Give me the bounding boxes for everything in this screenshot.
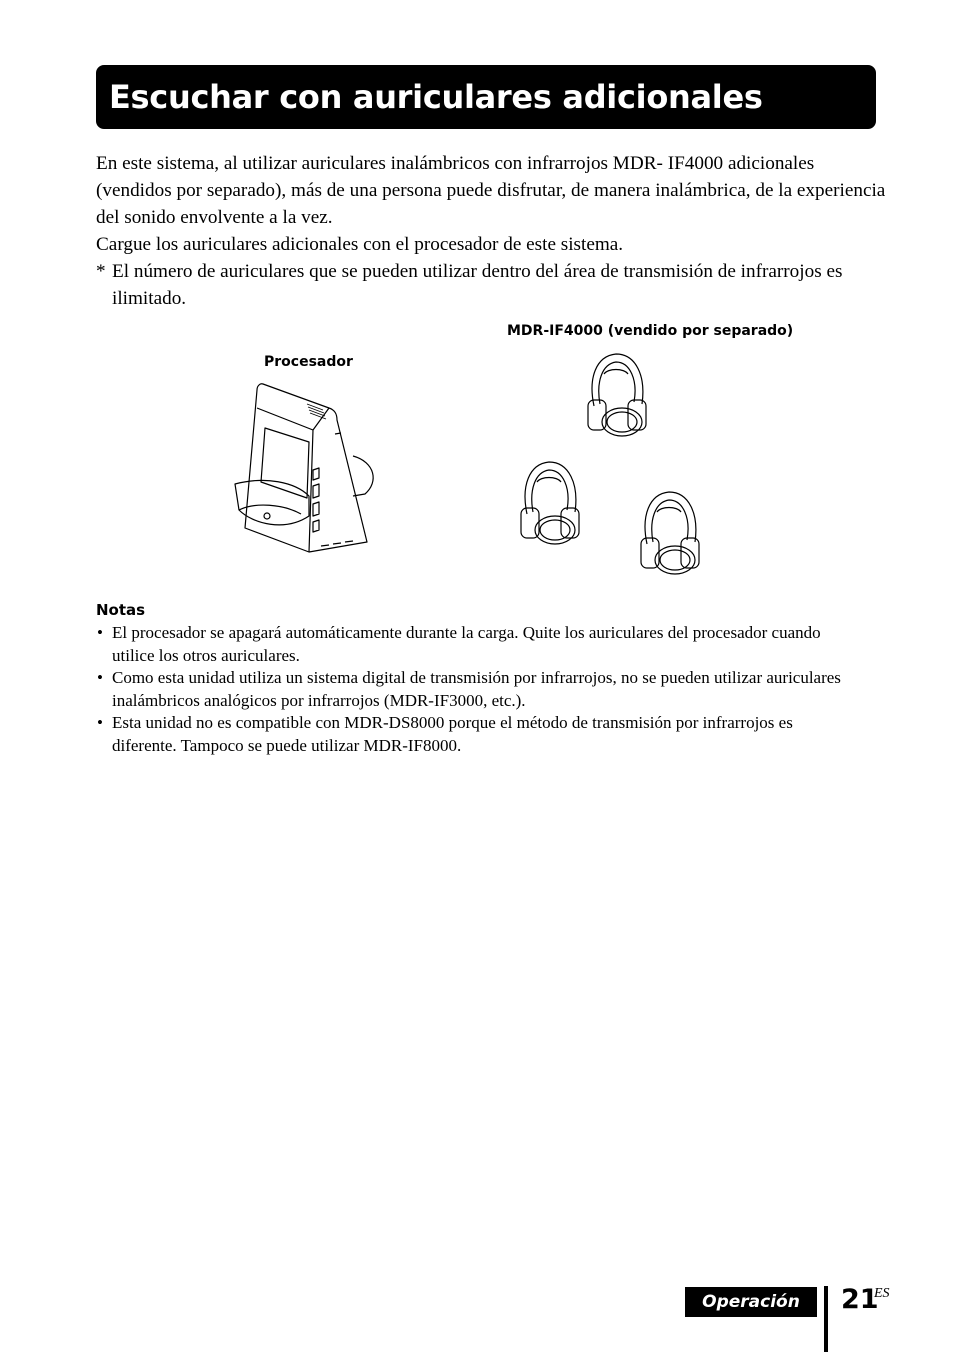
page-language: ES	[874, 1286, 890, 1301]
note-item: • Esta unidad no es compatible con MDR-DS8000 porque el método de transmisión por infrarrojos es diferente. Tampoco se puede utilizar MDR-IF8000.	[97, 713, 793, 755]
section-tab: Operación	[685, 1287, 817, 1317]
title-bar	[96, 65, 876, 129]
page-rule	[824, 1286, 828, 1352]
headphones-label: MDR-IF4000 (vendido por separado)	[507, 323, 794, 339]
intro-text	[96, 150, 886, 312]
intro-footnote	[96, 258, 886, 312]
processor-illustration	[225, 378, 385, 558]
processor-label: Procesador	[264, 354, 353, 370]
headphones-illustration-3	[635, 488, 705, 583]
page-title: Escuchar con auriculares adicionales	[109, 78, 763, 116]
notes-list	[96, 622, 856, 757]
notes-heading: Notas	[96, 601, 146, 619]
footnote-text: El número de auriculares que se pueden utilizar dentro del área de transmisión de infrarrojos es ilimitado.	[112, 261, 843, 309]
headphones-illustration-1	[582, 350, 652, 445]
bullet: •	[97, 713, 103, 732]
bullet: •	[97, 668, 103, 687]
footnote-mark: *	[96, 261, 106, 282]
page-number: 21	[841, 1284, 879, 1315]
note-item: • El procesador se apagará automáticamente durante la carga. Quite los auriculares del procesador cuando utilice los otros auriculares.	[97, 623, 821, 665]
intro-paragraph-1: En este sistema, al utilizar auriculares inalámbricos con infrarrojos MDR- IF4000 adicionales (vendidos por separado), más de una persona puede disfrutar, de manera inalámbrica, de la experiencia del sonido envolvente a la vez.	[96, 153, 886, 228]
note-item: • Como esta unidad utiliza un sistema digital de transmisión por infrarrojos, no se pueden utilizar auriculares inalámbricos analógicos por infrarrojos (MDR-IF3000, etc.).	[97, 668, 841, 710]
notes-section	[96, 600, 856, 757]
headphones-illustration-2	[515, 458, 585, 553]
bullet: •	[97, 623, 103, 642]
intro-paragraph-2: Cargue los auriculares adicionales con el procesador de este sistema.	[96, 234, 624, 255]
